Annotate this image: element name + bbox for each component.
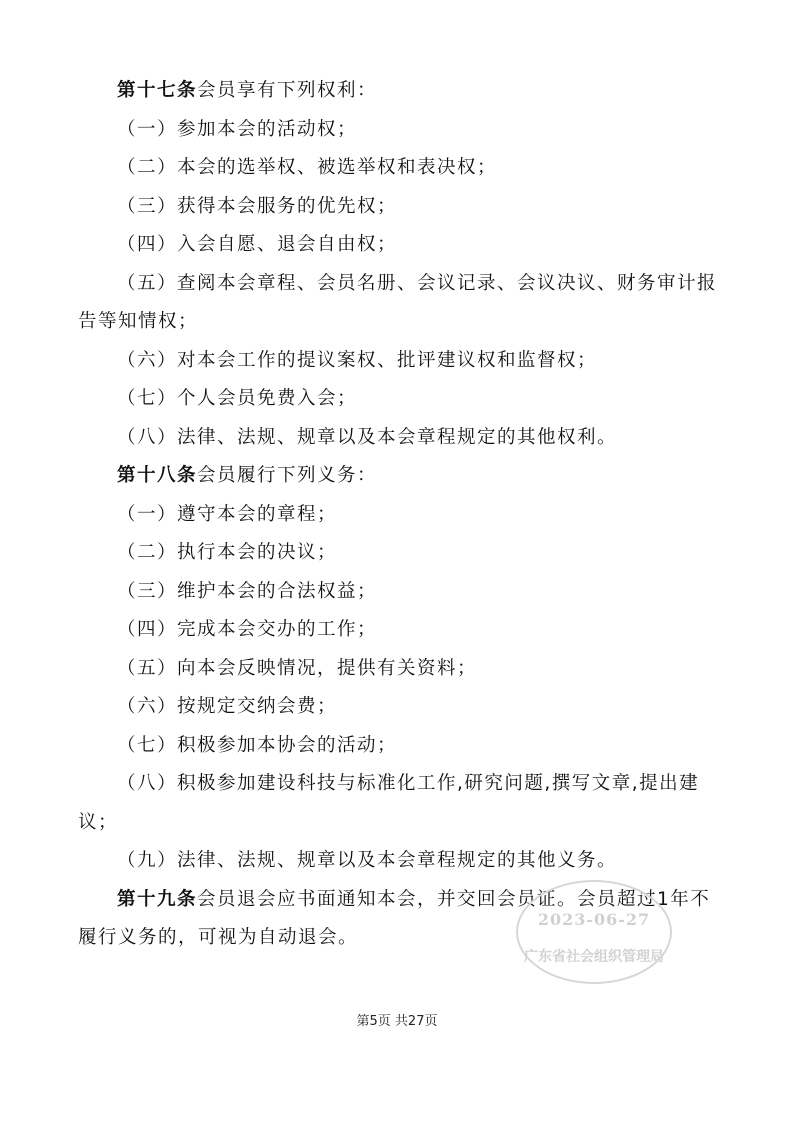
- article-17-number: 第十七条: [117, 80, 198, 101]
- article-18-number: 第十八条: [117, 465, 198, 486]
- article-17-item-1: （一）参加本会的活动权；: [117, 118, 358, 140]
- article-18-item-3: （三）维护本会的合法权益；: [117, 580, 378, 602]
- article-18-item-9: （九）法律、法规、规章以及本会章程规定的其他义务。: [117, 850, 618, 871]
- article-17-item-5: （五）查阅本会章程、会员名册、会议记录、会议决议、财务审计报告等知情权；: [78, 272, 718, 332]
- article-17-item-3: （三）获得本会服务的优先权；: [117, 195, 398, 217]
- official-seal-stamp: [516, 880, 672, 984]
- article-17-heading-line: [78, 72, 718, 111]
- article-17-item-4: （四）入会自愿、退会自由权；: [117, 234, 398, 255]
- article-18-heading-line: [78, 457, 718, 496]
- article-18-item-7: （七）积极参加本协会的活动；: [117, 734, 398, 756]
- page-number-footer: 第5页 共27页: [356, 1014, 438, 1029]
- article-18-item-6: （六）按规定交纳会费；: [117, 696, 338, 717]
- article-17-item-8: （八）法律、法规、规章以及本会章程规定的其他权利。: [117, 426, 618, 448]
- article-17-text: 会员享有下列权利：: [197, 80, 378, 101]
- article-18-item-5: （五）向本会反映情况，提供有关资料；: [117, 657, 478, 679]
- stamp-organization: 广东省社会组织管理局: [524, 949, 664, 965]
- stamp-date: 2023-06-27: [537, 910, 651, 929]
- article-17-item-6: （六）对本会工作的提议案权、批评建议权和监督权；: [117, 349, 598, 371]
- article-19-number: 第十九条: [117, 888, 198, 910]
- article-19-text: 会员退会应书面通知本会，并交回会员证。会员超过1年不履行义务的，可视为自动退会。: [78, 888, 711, 948]
- document-body: [78, 72, 718, 958]
- article-18-item-8: （八）积极参加建设科技与标准化工作,研究问题,撰写文章,提出建议；: [78, 773, 700, 833]
- article-18-item-1: （一）遵守本会的章程；: [117, 503, 338, 525]
- article-18-item-2: （二）执行本会的决议；: [117, 542, 338, 563]
- article-18-text: 会员履行下列义务：: [197, 465, 378, 486]
- article-18-item-4: （四）完成本会交办的工作；: [117, 619, 378, 640]
- article-17-item-7: （七）个人会员免费入会；: [117, 388, 358, 409]
- article-17-item-2: （二）本会的选举权、被选举权和表决权；: [117, 157, 498, 178]
